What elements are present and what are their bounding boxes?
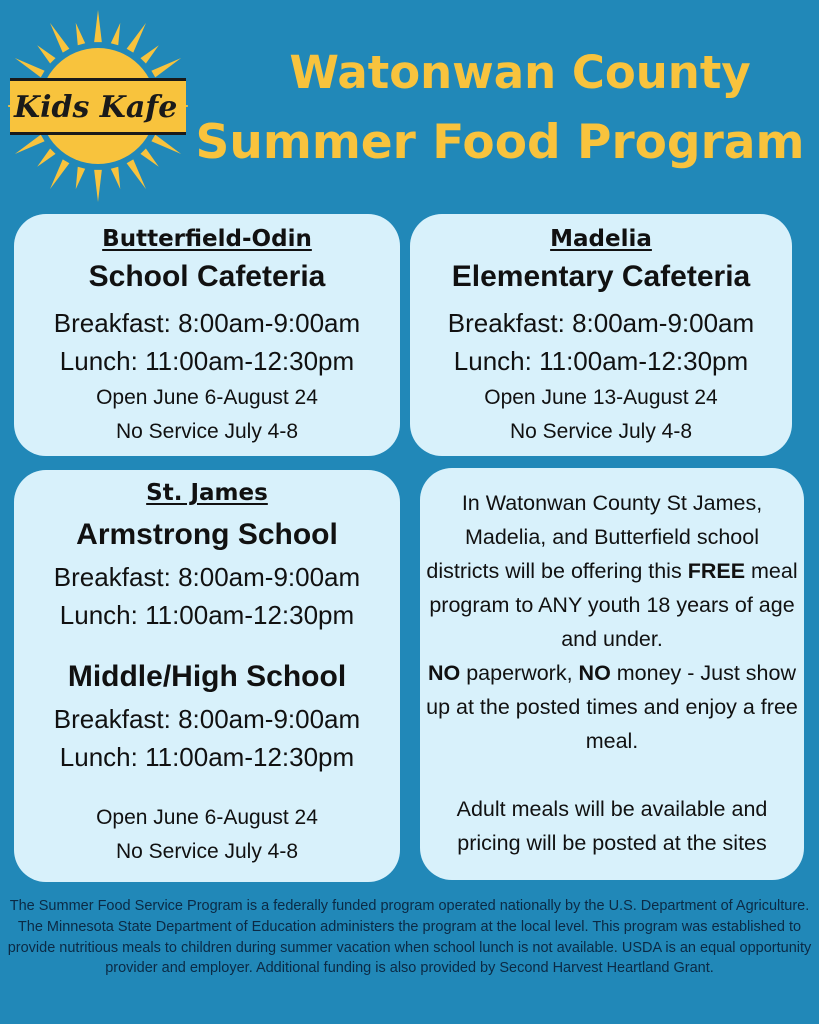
logo-text: Kids Kafe bbox=[14, 90, 178, 125]
no-service: No Service July 4-8 bbox=[115, 840, 299, 863]
town-name: Butterfield-Odin bbox=[102, 226, 312, 252]
sun-ray bbox=[15, 135, 45, 154]
breakfast-time-armstrong: Breakfast: 8:00am-9:00am bbox=[53, 562, 361, 592]
sun-ray bbox=[76, 23, 85, 45]
sun-ray bbox=[37, 148, 55, 166]
program-info bbox=[426, 486, 798, 860]
sun-ray bbox=[76, 167, 85, 189]
card-st-james bbox=[14, 470, 400, 882]
sun-ray bbox=[151, 135, 181, 154]
site-name: Elementary Cafeteria bbox=[451, 260, 751, 293]
breakfast-time: Breakfast: 8:00am-9:00am bbox=[53, 308, 361, 338]
sun-ray bbox=[140, 45, 158, 63]
town-name: Madelia bbox=[550, 226, 652, 252]
lunch-time-middle-high: Lunch: 11:00am-12:30pm bbox=[59, 742, 355, 772]
sun-ray bbox=[94, 170, 102, 202]
open-dates: Open June 6-August 24 bbox=[96, 806, 318, 829]
no-service: No Service July 4-8 bbox=[115, 420, 299, 443]
sun-ray bbox=[127, 159, 146, 189]
site-name-middle-high: Middle/High School bbox=[67, 660, 347, 693]
card-butterfield-odin bbox=[14, 214, 400, 456]
sun-ray bbox=[111, 23, 120, 45]
site-name: School Cafeteria bbox=[88, 260, 326, 293]
card-madelia bbox=[410, 214, 792, 456]
lunch-time: Lunch: 11:00am-12:30pm bbox=[59, 346, 355, 376]
breakfast-time-middle-high: Breakfast: 8:00am-9:00am bbox=[53, 704, 361, 734]
kids-kafe-logo bbox=[8, 6, 188, 206]
sun-ray bbox=[15, 58, 45, 77]
sun-ray bbox=[127, 23, 146, 53]
breakfast-time: Breakfast: 8:00am-9:00am bbox=[447, 308, 755, 338]
sun-ray bbox=[140, 148, 158, 166]
footer-disclaimer: The Summer Food Service Program is a federally funded program operated nationally by the U.S. Department of Agriculture. The Minnesota State Department of Education administers the program at the local level. This program was established to provide nutritious meals to children during summer vacation when school lunch is not available. USDA is an equal opportunity provider and employer. Additional funding is also provided by Second Harvest Heartland Grant. bbox=[7, 898, 812, 977]
sun-ray bbox=[94, 10, 102, 42]
title-line2: Summer Food Program bbox=[195, 115, 805, 170]
no-service: No Service July 4-8 bbox=[509, 420, 693, 443]
info-paragraph-no-paperwork: NO paperwork, NO money - Just show up at the posted times and enjoy a free meal. bbox=[426, 661, 798, 753]
sun-ray bbox=[151, 58, 181, 77]
sun-ray bbox=[50, 159, 69, 189]
lunch-time-armstrong: Lunch: 11:00am-12:30pm bbox=[59, 600, 355, 630]
card-program-info bbox=[420, 468, 804, 880]
lunch-time: Lunch: 11:00am-12:30pm bbox=[453, 346, 749, 376]
sun-ray bbox=[50, 23, 69, 53]
sun-ray bbox=[37, 45, 55, 63]
sun-ray bbox=[111, 167, 120, 189]
site-name-armstrong: Armstrong School bbox=[76, 518, 338, 551]
town-name: St. James bbox=[146, 480, 268, 506]
open-dates: Open June 13-August 24 bbox=[484, 386, 718, 409]
title-line1: Watonwan County bbox=[289, 46, 751, 99]
open-dates: Open June 6-August 24 bbox=[96, 386, 318, 409]
info-paragraph-adult-meals: Adult meals will be available and pricing will be posted at the sites bbox=[456, 797, 768, 855]
info-paragraph-free: In Watonwan County St James, Madelia, and Butterfield school districts will be offering this FREE meal program to ANY youth 18 years of age and under. bbox=[426, 491, 798, 651]
